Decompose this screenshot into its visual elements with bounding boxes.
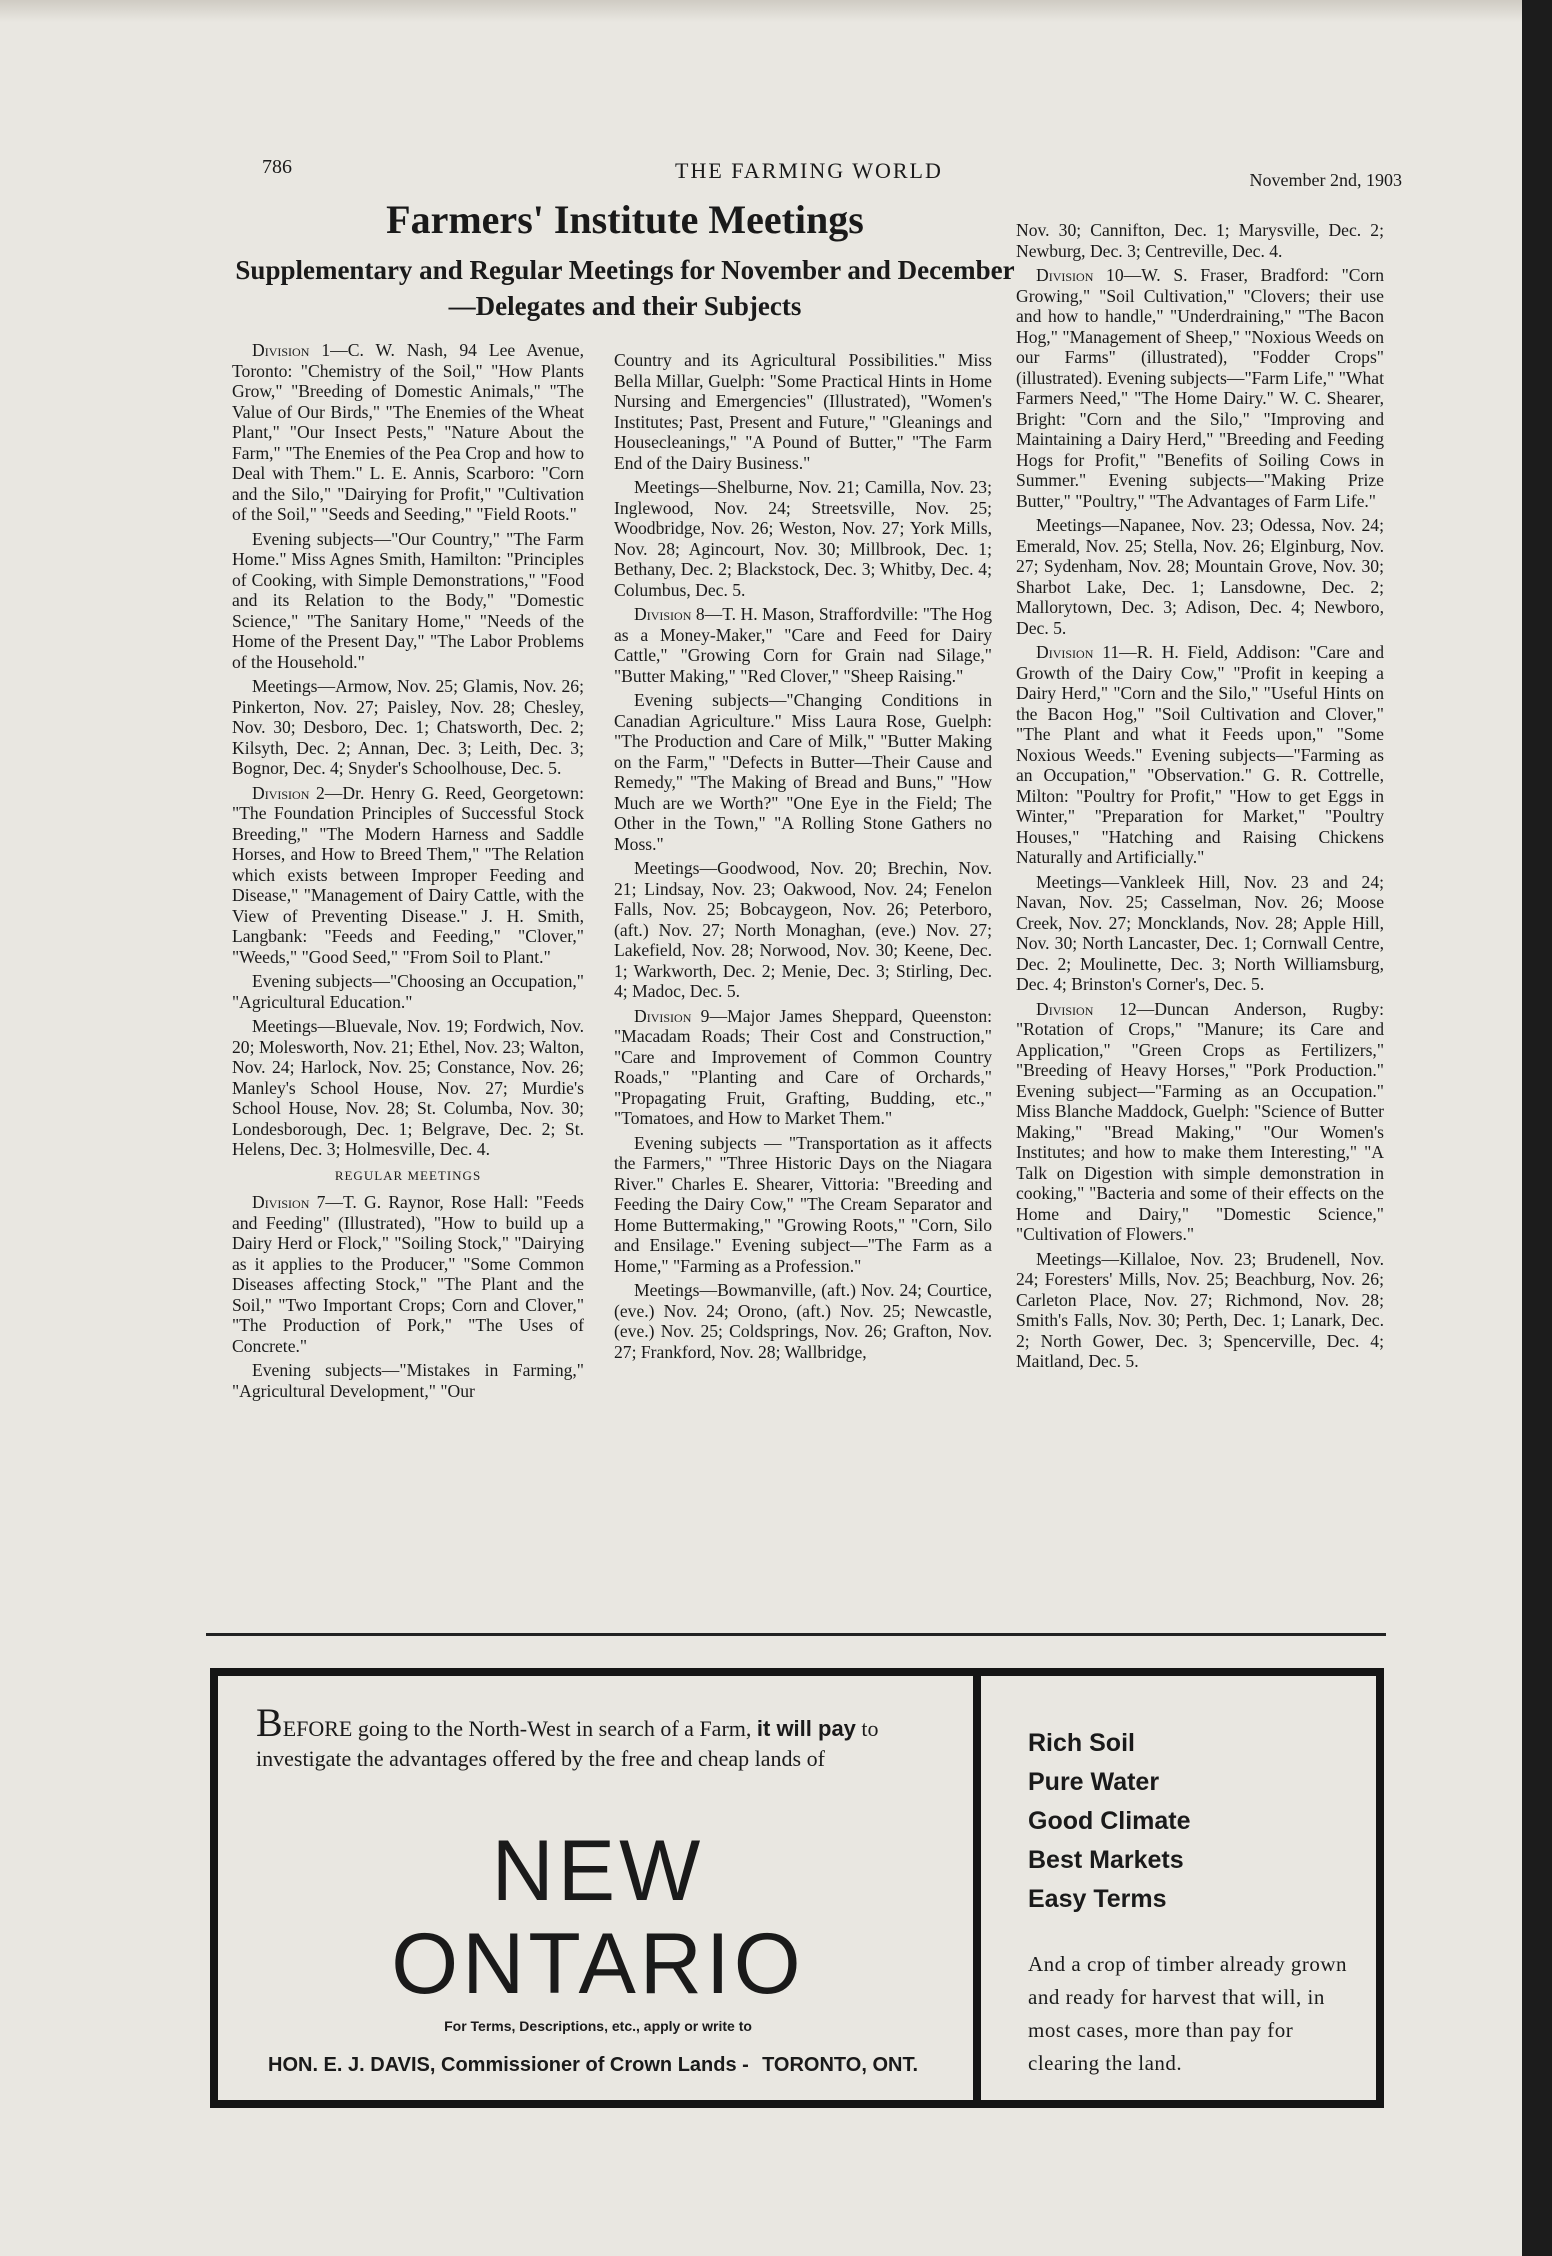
article-paragraph bbox=[614, 1133, 992, 1277]
paragraph-text: Evening subjects—"Mistakes in Farming," "Agricultural Development," "Our bbox=[232, 1360, 584, 1401]
new-ontario-advertisement bbox=[210, 1668, 1384, 2108]
issue-date: November 2nd, 1903 bbox=[1249, 170, 1402, 190]
article-subtitle: Supplementary and Regular Meetings for November and December—Delegates and their Subjects bbox=[235, 255, 1015, 321]
article-paragraph bbox=[1016, 642, 1384, 868]
article-paragraph bbox=[232, 1360, 584, 1401]
article-paragraph bbox=[614, 350, 992, 473]
scan-right-edge bbox=[1522, 0, 1552, 2256]
paragraph-text: —R. H. Field, Addison: "Care and Growth of the Dairy Cow," "Profit in keeping a Dairy Herd," "Corn and the Silo," "Useful Hints on the Bacon Hog," "Soil Cultivation and Clover," "The Plant and what it Feeds upon," "Some Noxious Weeds." Evening subjects—"Farming as an Occupation," "Observation." G. R. Cottrelle, Milton: "Poultry for Profit," "How to get Eggs in Winter," "Preparation for Market," "Poultry Houses," "Hatching and Raising Chickens Naturally and Artificially." bbox=[1016, 642, 1384, 867]
article-paragraph bbox=[232, 1192, 584, 1356]
ad-contact-separator: - bbox=[742, 2054, 749, 2076]
division-label: Division 11 bbox=[1036, 642, 1120, 662]
page-number: 786 bbox=[262, 156, 292, 178]
division-label: Division 8 bbox=[634, 604, 705, 624]
paragraph-text: Meetings—Armow, Nov. 25; Glamis, Nov. 26; Pinkerton, Nov. 27; Paisley, Nov. 28; Chesley, Nov. 30; Desboro, Dec. 1; Chatsworth, Dec. 2; Kilsyth, Dec. 2; Annan, Dec. 3; Leith, Dec. 3; Bognor, Dec. 4; Snyder's Schoolhouse, Dec. 5. bbox=[232, 676, 584, 778]
ad-feature: Pure Water bbox=[1028, 1768, 1160, 1796]
column-middle bbox=[614, 350, 992, 1366]
ad-contact-city: TORONTO, ONT. bbox=[762, 2054, 918, 2076]
article-paragraph bbox=[232, 971, 584, 1012]
article-paragraph bbox=[614, 477, 992, 600]
division-label: Division 2 bbox=[252, 782, 325, 803]
paragraph-text: Evening subjects — "Transportation as it affects the Farmers," "Three Historic Days on the Niagara River." Charles E. Shearer, Vittoria: "Breeding and Feeding the Dairy Cow," "The Cream Separator and Home Buttermaking," "Growing Roots," "Corn, Silo and Ensilage." Evening subject—"The Farm as a Home," "Farming as a Profession." bbox=[614, 1132, 992, 1276]
article-paragraph bbox=[232, 340, 584, 525]
section-heading: REGULAR MEETINGS bbox=[334, 1167, 482, 1183]
paragraph-text: —C. W. Nash, 94 Lee Avenue, Toronto: "Chemistry of the Soil," "How Plants Grow," "Breeding of Domestic Animals," "The Value of Our Birds," "The Enemies of the Wheat Plant," "Our Insect Pests," "Nature About the Farm," "The Enemies of the Pea Crop and how to Deal with Them." L. E. Annis, Scarboro: "Corn and the Silo," "Dairying for Profit," "Cultivation of the Soil," "Seeds and Seeding," "Field Roots." bbox=[232, 340, 585, 524]
paragraph-text: —Duncan Anderson, Rugby: "Rotation of Crops," "Manure; its Care and Application," "Green Crops as Fertilizers," "Breeding of Heavy Horses," "Pork Production." Evening subject—"Farming as an Occupation." Miss Blanche Maddock, Guelph: "Science of Butter Making," "Bread Making," "Our Women's Institutes; and how to make them Interesting," "A Talk on Digestion with simple demonstration in cooking," "Bacteria and some of their effects on the Home and Dairy," "Domestic Science," "Cultivation of Flowers." bbox=[1016, 998, 1384, 1244]
division-label: Division 9 bbox=[634, 1005, 710, 1026]
article-paragraph bbox=[1016, 515, 1384, 638]
ad-intro-a: EFORE going to the North-West in search of a Farm, bbox=[282, 1716, 752, 1741]
ad-contact bbox=[258, 2054, 938, 2088]
paragraph-text: Meetings—Napanee, Nov. 23; Odessa, Nov. 24; Emerald, Nov. 25; Stella, Nov. 26; Elginburg, Nov. 27; Sydenham, Nov. 28; Mountain Grove, Nov. 30; Sharbot Lake, Dec. 1; Lansdowne, Dec. 2; Mallorytown, Dec. 3; Adison, Dec. 4; Newboro, Dec. 5. bbox=[1016, 515, 1384, 638]
paragraph-text: Meetings—Vankleek Hill, Nov. 23 and 24; Navan, Nov. 25; Casselman, Nov. 26; Moose Creek, Nov. 27; Moncklands, Nov. 28; Apple Hill, Nov. 30; North Lancaster, Dec. 1; Cornwall Centre, Dec. 2; Moulinette, Dec. 3; North Williamsburg, Dec. 4; Brinston's Corner's, Dec. 5. bbox=[1016, 871, 1384, 994]
ad-feature: Easy Terms bbox=[1028, 1885, 1167, 1913]
paragraph-text: Meetings—Killaloe, Nov. 23; Brudenell, Nov. 24; Foresters' Mills, Nov. 25; Beachburg, Nov. 26; Carleton Place, Nov. 27; Richmond, Nov. 28; Smith's Falls, Nov. 30; Perth, Dec. 1; Lanark, Dec. 2; North Gower, Dec. 3; Spencerville, Dec. 4; Maitland, Dec. 5. bbox=[1016, 1248, 1384, 1371]
article-paragraph bbox=[1016, 872, 1384, 995]
article-paragraph bbox=[232, 529, 584, 673]
journal-title: THE FARMING WORLD bbox=[675, 158, 943, 183]
ad-crop-text: And a crop of timber already grown and ready for harvest that will, in most cases, more than pay for clearing the land. bbox=[1028, 1952, 1348, 2075]
page-header bbox=[262, 150, 1402, 190]
paragraph-text: Country and its Agricultural Possibilities." Miss Bella Millar, Guelph: "Some Practical Hints in Home Nursing and Emergencies" (Illustrated), "Women's Institutes; Past, Present and Future," "Gleanings and Housecleanings," "A Pound of Butter," "The Farm End of the Dairy Business." bbox=[614, 350, 992, 473]
article-paragraph bbox=[232, 676, 584, 779]
paragraph-text: —Dr. Henry G. Reed, Georgetown: "The Foundation Principles of Successful Stock Breeding," "The Modern Harness and Saddle Horses, and How to Breed Them," "The Relation which exists between Improper Feeding and Disease," "Management of Dairy Cattle, with the View of Preventing Disease." J. H. Smith, Langbank: "Feeds and Feeding," "Clover," "Weeds," "Good Seed," "From Soil to Plant." bbox=[232, 782, 584, 967]
paragraph-text: Meetings—Goodwood, Nov. 20; Brechin, Nov. 21; Lindsay, Nov. 23; Oakwood, Nov. 24; Fenelon Falls, Nov. 25; Bobcaygeon, Nov. 26; Peterboro, (aft.) Nov. 27; North Monaghan, (eve.) Nov. 27; Lakefield, Nov. 28; Norwood, Nov. 30; Keene, Dec. 1; Warkworth, Dec. 2; Menie, Dec. 3; Stirling, Dec. 4; Madoc, Dec. 5. bbox=[614, 858, 992, 1001]
article-paragraph bbox=[232, 783, 584, 968]
column-right bbox=[1016, 220, 1384, 1376]
paragraph-text: —T. H. Mason, Straffordville: "The Hog as a Money-Maker," "Care and Feed for Dairy Cattle," "Growing Corn for Grain nad Silage," "Butter Making," "Red Clover," "Sheep Raising." bbox=[614, 604, 992, 686]
paragraph-text: Meetings—Bowmanville, (aft.) Nov. 24; Courtice, (eve.) Nov. 24; Orono, (aft.) Nov. 25; Newcastle, (eve.) Nov. 25; Coldsprings, Nov. 26; Grafton, Nov. 27; Frankford, Nov. 28; Wallbridge, bbox=[614, 1280, 992, 1362]
ad-contact-name bbox=[268, 2054, 749, 2077]
ad-intro-bold: it will pay bbox=[756, 1716, 856, 1741]
ad-features-list bbox=[1028, 1724, 1368, 1919]
paragraph-text: Nov. 30; Cannifton, Dec. 1; Marysville, Dec. 2; Newburg, Dec. 3; Centreville, Dec. 4. bbox=[1016, 220, 1384, 261]
article-paragraph bbox=[232, 1016, 584, 1160]
article-title: Farmers' Institute Meetings bbox=[386, 197, 864, 242]
article-paragraph bbox=[614, 858, 992, 1002]
article-paragraph bbox=[1016, 1249, 1384, 1372]
article-paragraph bbox=[614, 604, 992, 686]
paragraph-text: Evening subjects—"Changing Conditions in Canadian Agriculture." Miss Laura Rose, Guelph: "The Production and Care of Milk," "Butter Making on the Farm," "Defects in Butter—Their Cause and Remedy," "The Making of Bread and Buns," "How Much are we Worth?" "One Eye in the Field; The Other in the Town," "A Rolling Stone Gathers no Moss." bbox=[614, 690, 992, 854]
ad-feature: Rich Soil bbox=[1028, 1729, 1135, 1757]
article-paragraph bbox=[614, 1006, 992, 1129]
paragraph-text: Evening subjects—"Choosing an Occupation," "Agricultural Education." bbox=[232, 971, 584, 1012]
paragraph-text: —Major James Sheppard, Queenston: "Macadam Roads; Their Cost and Construction," "Care and Improvement of Common Country Roads," "Planting and Care of Orchards," "Propagating Fruit, Grafting, Budding, etc.," "Tomatoes, and How to Market Them." bbox=[614, 1005, 993, 1128]
division-label: Division 7 bbox=[252, 1192, 326, 1212]
ad-intro-b: to investigate the advantages offered by the free and cheap lands of bbox=[256, 1716, 879, 1771]
division-label: Division 12 bbox=[1036, 998, 1137, 1019]
article-paragraph bbox=[1016, 265, 1384, 511]
article-paragraph bbox=[614, 690, 992, 854]
paragraph-text: Meetings—Shelburne, Nov. 21; Camilla, Nov. 23; Inglewood, Nov. 24; Streetsville, Nov. 25; Woodbridge, Nov. 26; Weston, Nov. 27; York Mills, Nov. 28; Agincourt, Nov. 30; Millbrook, Dec. 1; Bethany, Dec. 2; Blackstock, Dec. 3; Whitby, Dec. 4; Columbus, Dec. 5. bbox=[614, 477, 992, 600]
ad-feature: Best Markets bbox=[1028, 1846, 1184, 1874]
ad-divider bbox=[973, 1676, 981, 2100]
paragraph-text: Meetings—Bluevale, Nov. 19; Fordwich, Nov. 20; Molesworth, Nov. 21; Ethel, Nov. 23; Walton, Nov. 24; Harlock, Nov. 25; Constance, Nov. 26; Manley's School House, Nov. 27; Murdie's School House, Nov. 28; St. Columba, Nov. 30; Londesborough, Dec. 1; Belgrave, Dec. 2; St. Helens, Dec. 3; Holmesville, Dec. 4. bbox=[232, 1016, 584, 1159]
division-label: Division 10 bbox=[1036, 265, 1124, 285]
section-divider bbox=[206, 1633, 1386, 1636]
paragraph-text: Evening subjects—"Our Country," "The Farm Home." Miss Agnes Smith, Hamilton: "Principles of Cooking, with Simple Demonstrations," "Food and its Relation to the Body," "Domestic Science," "The Sanitary Home," "Needs of the Home of the Present Day," "The Labor Problems of the Household." bbox=[232, 528, 584, 672]
paragraph-text: —W. S. Fraser, Bradford: "Corn Growing," "Soil Cultivation," "Clovers; their use and how to handle," "Underdraining," "The Bacon Hog," "Management of Sheep," "Noxious Weeds on our Farms" (illustrated), "Fodder Crops" (illustrated). Evening subjects—"Farm Life," "What Farmers Need," "The Home Dairy." W. C. Shearer, Bright: "Corn and the Silo," "Improving and Maintaining a Dairy Herd," "Breeding and Feeding Hogs for Profit," "Benefits of Soiling Cows in Summer." Evening subjects—"Making Prize Butter," "Poultry," "The Advantages of Farm Life." bbox=[1016, 265, 1384, 511]
ad-name-line2: ONTARIO bbox=[391, 1916, 805, 2012]
paragraph-text: —T. G. Raynor, Rose Hall: "Feeds and Feeding" (Illustrated), "How to build up a Dairy Herd or Flock," "Soiling Stock," "Dairying as it applies to the Producer," "Some Common Diseases affecting Stock," "The Plant and the Soil," "Two Important Crops; Corn and Clover," "The Production of Pork," "The Uses of Concrete." bbox=[232, 1192, 584, 1356]
article-paragraph bbox=[1016, 220, 1384, 261]
ad-intro bbox=[256, 1700, 936, 1774]
scan-top-edge bbox=[0, 0, 1522, 22]
ad-contact-name-text: HON. E. J. DAVIS, Commissioner of Crown Lands bbox=[268, 2054, 737, 2076]
ad-feature: Good Climate bbox=[1028, 1807, 1191, 1835]
ad-terms: For Terms, Descriptions, etc., apply or write to bbox=[444, 2018, 752, 2034]
column-left bbox=[232, 340, 584, 1405]
ad-name-line1: NEW bbox=[491, 1823, 705, 1919]
ad-dropcap: B bbox=[256, 1700, 283, 1745]
article-paragraph bbox=[1016, 999, 1384, 1245]
article-paragraph bbox=[614, 1280, 992, 1362]
division-label: Division 1 bbox=[252, 340, 331, 360]
